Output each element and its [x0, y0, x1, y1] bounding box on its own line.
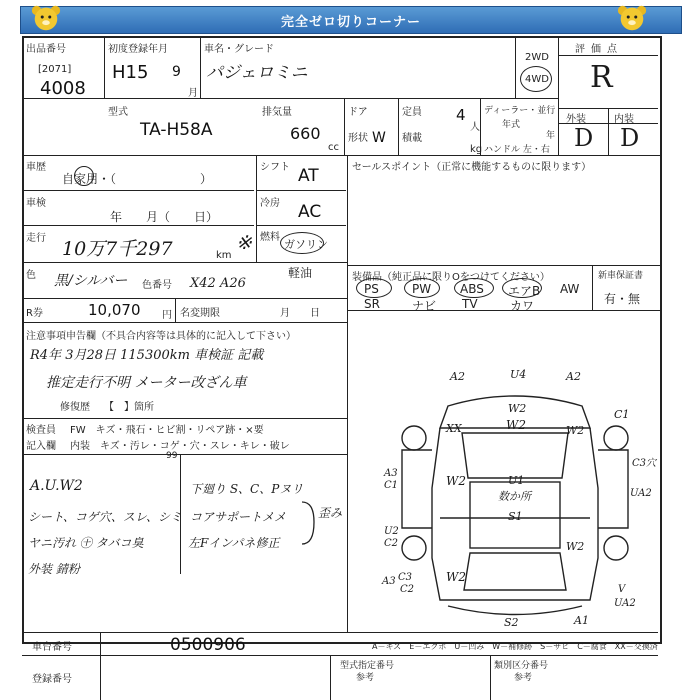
mark-top-u4: U4 [510, 368, 527, 381]
recycle-label: R券 [26, 308, 43, 319]
sales-point-label: セールスポイント（正常に機能するものに限ります） [352, 162, 592, 173]
shift-value: AT [298, 166, 319, 186]
mark-left-u2: U2 [384, 526, 399, 537]
shaken-label: 車検 [26, 198, 46, 209]
shape-value: W [372, 130, 386, 146]
mark-top-a2-left: A2 [450, 370, 465, 383]
doors-label: ドア [348, 107, 368, 118]
extra-bracket [300, 500, 320, 546]
extra-2: シート、コゲ穴、スレ、シミ [28, 510, 182, 524]
shift-label: シフト [260, 162, 290, 173]
color-label: 色 [26, 270, 36, 281]
mark-bottom-s2: S2 [504, 616, 519, 629]
private-use-circle [74, 166, 94, 186]
note-line-2: 推定走行不明 メーター改ざん車 [46, 375, 247, 391]
car-name-label: 車名・グレード [204, 44, 274, 55]
extra-7: 左Fインパネ修正 [188, 536, 280, 550]
fuel-gas-circle [280, 232, 324, 254]
class-spec-label: 類別区分番号 [494, 661, 549, 671]
eq-pw: PW [412, 282, 432, 296]
mileage-value: 10万7千297 [62, 238, 173, 260]
new-warranty-label: 新車保証書 [598, 271, 644, 281]
extra-4: 外装 錆粉 [28, 562, 80, 576]
capacity-label: 定員 [402, 107, 422, 118]
repair-hist-value: 【 】箇所 [104, 402, 154, 413]
model-year-unit: 年 [546, 131, 556, 141]
mark-rear-c3: C3 [398, 572, 413, 583]
mark-hood-w2: W2 [508, 402, 527, 415]
mark-rear-v: V [618, 584, 626, 595]
mark-top-a2-right: A2 [566, 370, 581, 383]
mark-right-w2b: W2 [566, 540, 585, 553]
extra-5: 下廻り S、C、Pヌリ [190, 482, 304, 496]
eq-aw: AW [560, 282, 580, 296]
shaken-value: 年 月（ 日） [110, 210, 219, 224]
eq-airbag: エアB [508, 284, 541, 298]
eq-ps-circle [356, 278, 392, 298]
color-no-value: X42 A26 [190, 276, 246, 291]
month-value: 9 [172, 64, 181, 80]
recycle-unit: 円 [162, 310, 172, 321]
mileage-x-mark: ※ [236, 232, 252, 254]
mark-rear-a3: A3 [382, 576, 396, 587]
repair-hist-label: 修復歴 [60, 402, 90, 413]
shape-label: 形状 [348, 133, 368, 144]
check-items-1: FW キズ・飛石・ヒビ割・リペア跡・×要 [70, 425, 264, 436]
eq-sr: SR [364, 297, 380, 311]
lot-no-value: 4008 [40, 78, 86, 99]
capacity-value: 4 [456, 106, 466, 124]
model-label: 型式 [108, 107, 128, 118]
cooler-value: AC [298, 202, 322, 222]
dealer-label: ディーラー・並行 [484, 106, 556, 116]
history-label: 車歴 [26, 162, 46, 173]
notes-label: 注意事項申告欄（不具合内容等は具体的に記入して下さい） [26, 331, 296, 342]
check-items-2: 内装 キズ・汚レ・コゲ・穴・スレ・キレ・破レ [70, 441, 290, 452]
cooler-label: 冷房 [260, 198, 280, 209]
interior-grade: D [620, 124, 640, 152]
mark-roof-text: 数か所 [498, 490, 531, 503]
load-label: 積載 [402, 133, 422, 144]
note-line-1: R4年 3月28日 115300km 車検証 記載 [30, 348, 264, 363]
mark-left-w2: W2 [446, 474, 466, 488]
era-value: H15 [112, 62, 149, 83]
fuel-label: 燃料 [260, 232, 280, 243]
eq-navi: ナビ [412, 299, 437, 313]
eq-pw-circle [404, 278, 440, 298]
cc-unit: cc [328, 142, 339, 153]
history-value: 自家用・（ ） [62, 172, 213, 186]
equipment-label: 装備品（純正品に限りOをつけてください） [352, 272, 550, 283]
eq-leather: カワ [510, 299, 535, 313]
mileage-label: 走行 [26, 233, 46, 244]
grade-title: 評価点 [575, 44, 623, 55]
damage-legend: A－キズ E－エクボ U－凹み W－補修跡 S－サビ C－腐食 XX－交換済 [372, 642, 658, 651]
banner-title: 完全ゼロ切りコーナー [280, 15, 421, 30]
class-spec-ref: 参考 [514, 673, 533, 683]
lot-no-label: 出品番号 [26, 44, 66, 55]
car-body-diagram [390, 378, 640, 633]
month-unit: 月 [188, 88, 198, 99]
km-unit: km [216, 250, 232, 261]
lot-sub-value: [2071] [38, 64, 72, 75]
chassis-no-value: 0500906 [170, 635, 246, 655]
mark-hood-w2b: W2 [506, 418, 526, 432]
color-value: 黒/シルバー [54, 273, 128, 289]
mark-right-c3: C3穴 [632, 458, 657, 469]
fuel-oil-value: 軽油 [288, 266, 313, 280]
mark-left-c2: C2 [384, 538, 399, 549]
car-name-value: パジェロミニ [206, 63, 308, 83]
ref-99: 99 [166, 451, 178, 461]
writer-label: 記入欄 [26, 441, 56, 452]
name-change-label: 名変期限 [180, 308, 220, 319]
fuel-gas-value: ガソリン [284, 238, 328, 251]
kg-unit: kg [470, 144, 483, 155]
capacity-unit: 人 [470, 122, 480, 133]
mark-rear-ua2: UA2 [614, 598, 636, 609]
displacement-label: 排気量 [262, 107, 292, 118]
handle-label: ハンドル 左・右 [484, 145, 550, 155]
mark-rear-w2: W2 [446, 570, 466, 584]
mark-right-ua2: UA2 [630, 488, 652, 499]
extra-8: 歪み [318, 506, 343, 520]
bear-logo-right-icon [616, 3, 648, 33]
mark-left-c1: C1 [384, 480, 399, 491]
interior-label: 内装 [614, 114, 634, 125]
mark-roof-s1: S1 [508, 510, 523, 523]
exterior-grade: D [574, 124, 594, 152]
mark-left-a3: A3 [384, 468, 398, 479]
displacement-value: 660 [290, 124, 321, 143]
mark-rear-c2: C2 [400, 584, 415, 595]
mark-right-c1: C1 [614, 408, 630, 421]
mark-bottom-a1: A1 [574, 614, 589, 627]
eq-airbag-circle [502, 278, 542, 298]
bear-logo-left-icon [30, 3, 62, 33]
model-year-label: 年式 [502, 120, 521, 130]
name-change-value: 月 日 [280, 308, 320, 319]
mark-right-w2: W2 [566, 424, 585, 437]
warranty-value: 有・無 [604, 292, 641, 306]
eq-ps: PS [364, 282, 379, 296]
eq-abs: ABS [460, 282, 484, 296]
eq-abs-circle [454, 278, 494, 298]
drive-4wd-circle [520, 66, 552, 92]
mark-roof-u1: U1 [508, 474, 525, 487]
extra-3: ヤニ汚れ ㊉ タバコ臭 [28, 536, 144, 550]
extra-6: コアサポートメメ [190, 510, 286, 524]
model-spec-ref: 参考 [356, 673, 375, 683]
model-value: TA-H58A [140, 120, 213, 140]
drive-2wd-label: 2WD [525, 52, 549, 63]
recycle-value: 10,070 [88, 301, 141, 319]
model-spec-label: 型式指定番号 [340, 661, 395, 671]
eq-tv: TV [462, 297, 478, 311]
reg-no-label: 登録番号 [32, 674, 72, 685]
title-banner [20, 6, 682, 34]
extra-1: A.U.W2 [30, 478, 83, 494]
inspector-label: 検査員 [26, 425, 56, 436]
grade-value: R [590, 60, 613, 95]
chassis-no-label: 車台番号 [32, 642, 72, 653]
first-reg-label: 初度登録年月 [108, 44, 168, 55]
mark-left-xx: XX [446, 422, 462, 435]
exterior-label: 外装 [566, 114, 586, 125]
drive-4wd-label: 4WD [525, 74, 549, 85]
color-no-label: 色番号 [142, 280, 172, 291]
